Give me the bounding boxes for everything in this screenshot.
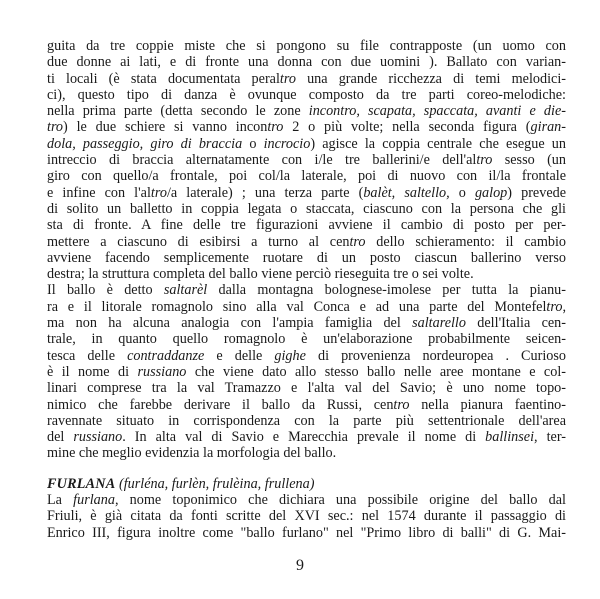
- paragraph2-line: ravennate situato in corrispondenza con la parte più settentrionale dell'area: [47, 412, 566, 429]
- section-heading-variants: (furléna, furlèn, frulèina, frullena): [118, 475, 315, 492]
- paragraph1-line: di solito un balletto in coppia legata o staccata, ciascuno con la persona che gli: [47, 200, 566, 217]
- paragraph3-line: Enrico III, figura inoltre come "ballo furlano" nel "Primo libro di balli" di G. Mai-: [47, 524, 566, 541]
- paragraph1-line: due donne ai lati, e di fronte una donna con due uomini ). Ballato con varian-: [47, 54, 566, 71]
- paragraph-saltarel-name: [47, 282, 566, 461]
- paragraph3-line: Friuli, è già citata da fonti scritte del XVI sec.: nel 1574 durante il passaggio di: [47, 508, 566, 525]
- paragraph2-line: mine che meglio evidenzia la morfologia del ballo.: [47, 445, 337, 462]
- paragraph2-line: del russiano. In alta val di Savio e Marecchia prevale il nome di ballinsei, ter-: [47, 429, 567, 446]
- paragraph1-line: avviene facendo semplicemente ruotare di un posto ciascun ballerino verso: [47, 249, 566, 266]
- paragraph1-line: nella prima parte (detta secondo le zone incontro, scapata, spaccata, avanti e die-: [47, 103, 566, 120]
- paragraph2-line: ma non ha alcuna analogia con l'ampia famiglia del saltarello dell'Italia cen-: [47, 315, 566, 332]
- paragraph1-line: sta di fronte. A fine delle tre figurazioni avviene il cambio di posto per per-: [47, 217, 566, 234]
- paragraph1-line: guita da tre coppie miste che si pongono su file contrapposte (un uomo con: [47, 38, 566, 54]
- paragraph-russiano-structure: [47, 38, 566, 282]
- page-number: 9: [296, 557, 304, 574]
- paragraph2-line: linari comprese tra la val Tramazzo e l'alta val del Savio; è uno nome topo-: [47, 380, 566, 397]
- paragraph2-line: Il ballo è detto saltarèl dalla montagna bolognese-imolese per tutta la pianu-: [47, 282, 566, 299]
- section-heading: FURLANA: [47, 475, 116, 492]
- paragraph1-line: tro) le due schiere si vanno incontro 2 o più volte; nella seconda figura (giran-: [47, 119, 566, 136]
- paragraph1-line: e infine con l'altro/a laterale) ; una terza parte (balèt, saltello, o galop) prevede: [47, 184, 567, 201]
- paragraph2-line: trale, in quanto quello romagnolo è un'elaborazione probabilmente seicen-: [47, 331, 566, 348]
- paragraph1-line: ci), questo tipo di danza è ovunque composto da tre parti coreo-melodiche:: [47, 86, 566, 103]
- body-text: [47, 38, 566, 541]
- paragraph1-line: mettere a ciascuno di esibirsi a turno al centro dello schieramento: il cambio: [47, 233, 566, 250]
- paragraph-furlana: [47, 492, 566, 541]
- section-heading-line: [47, 476, 566, 492]
- paragraph1-line: dola, passeggio, giro di braccia o incrocio) agisce la coppia centrale che esegue un: [47, 135, 566, 152]
- paragraph2-line: tesca delle contraddanze e delle gighe di provenienza nordeuropea . Curioso: [47, 347, 566, 364]
- paragraph2-line: è il nome di russiano che viene dato allo stesso ballo nelle aree montane e col-: [47, 363, 566, 380]
- paragraph2-line: nimico che farebbe derivare il ballo da Russi, centro nella pianura faentino-: [47, 396, 566, 413]
- section-gap: [47, 462, 566, 476]
- paragraph1-line: giro con quello/a frontale, poi col/la laterale, poi di nuovo con il/la frontale: [47, 168, 566, 185]
- paragraph2-line: ra e il litorale romagnolo sino alla val Conca e ad una parte del Montefeltro,: [47, 298, 566, 315]
- paragraph3-line: La furlana, nome toponimico che dichiara una possibile origine del ballo dal: [47, 492, 567, 509]
- paragraph1-line: destra; la struttura completa del ballo viene perciò rieseguita tre o sei volte.: [47, 266, 474, 283]
- paragraph1-line: intreccio di braccia alternatamente con i/le tre ballerini/e dell'altro sesso (un: [47, 152, 566, 169]
- paragraph1-line: ti locali (è stata documentata peraltro una grande ricchezza di temi melodici-: [47, 70, 566, 87]
